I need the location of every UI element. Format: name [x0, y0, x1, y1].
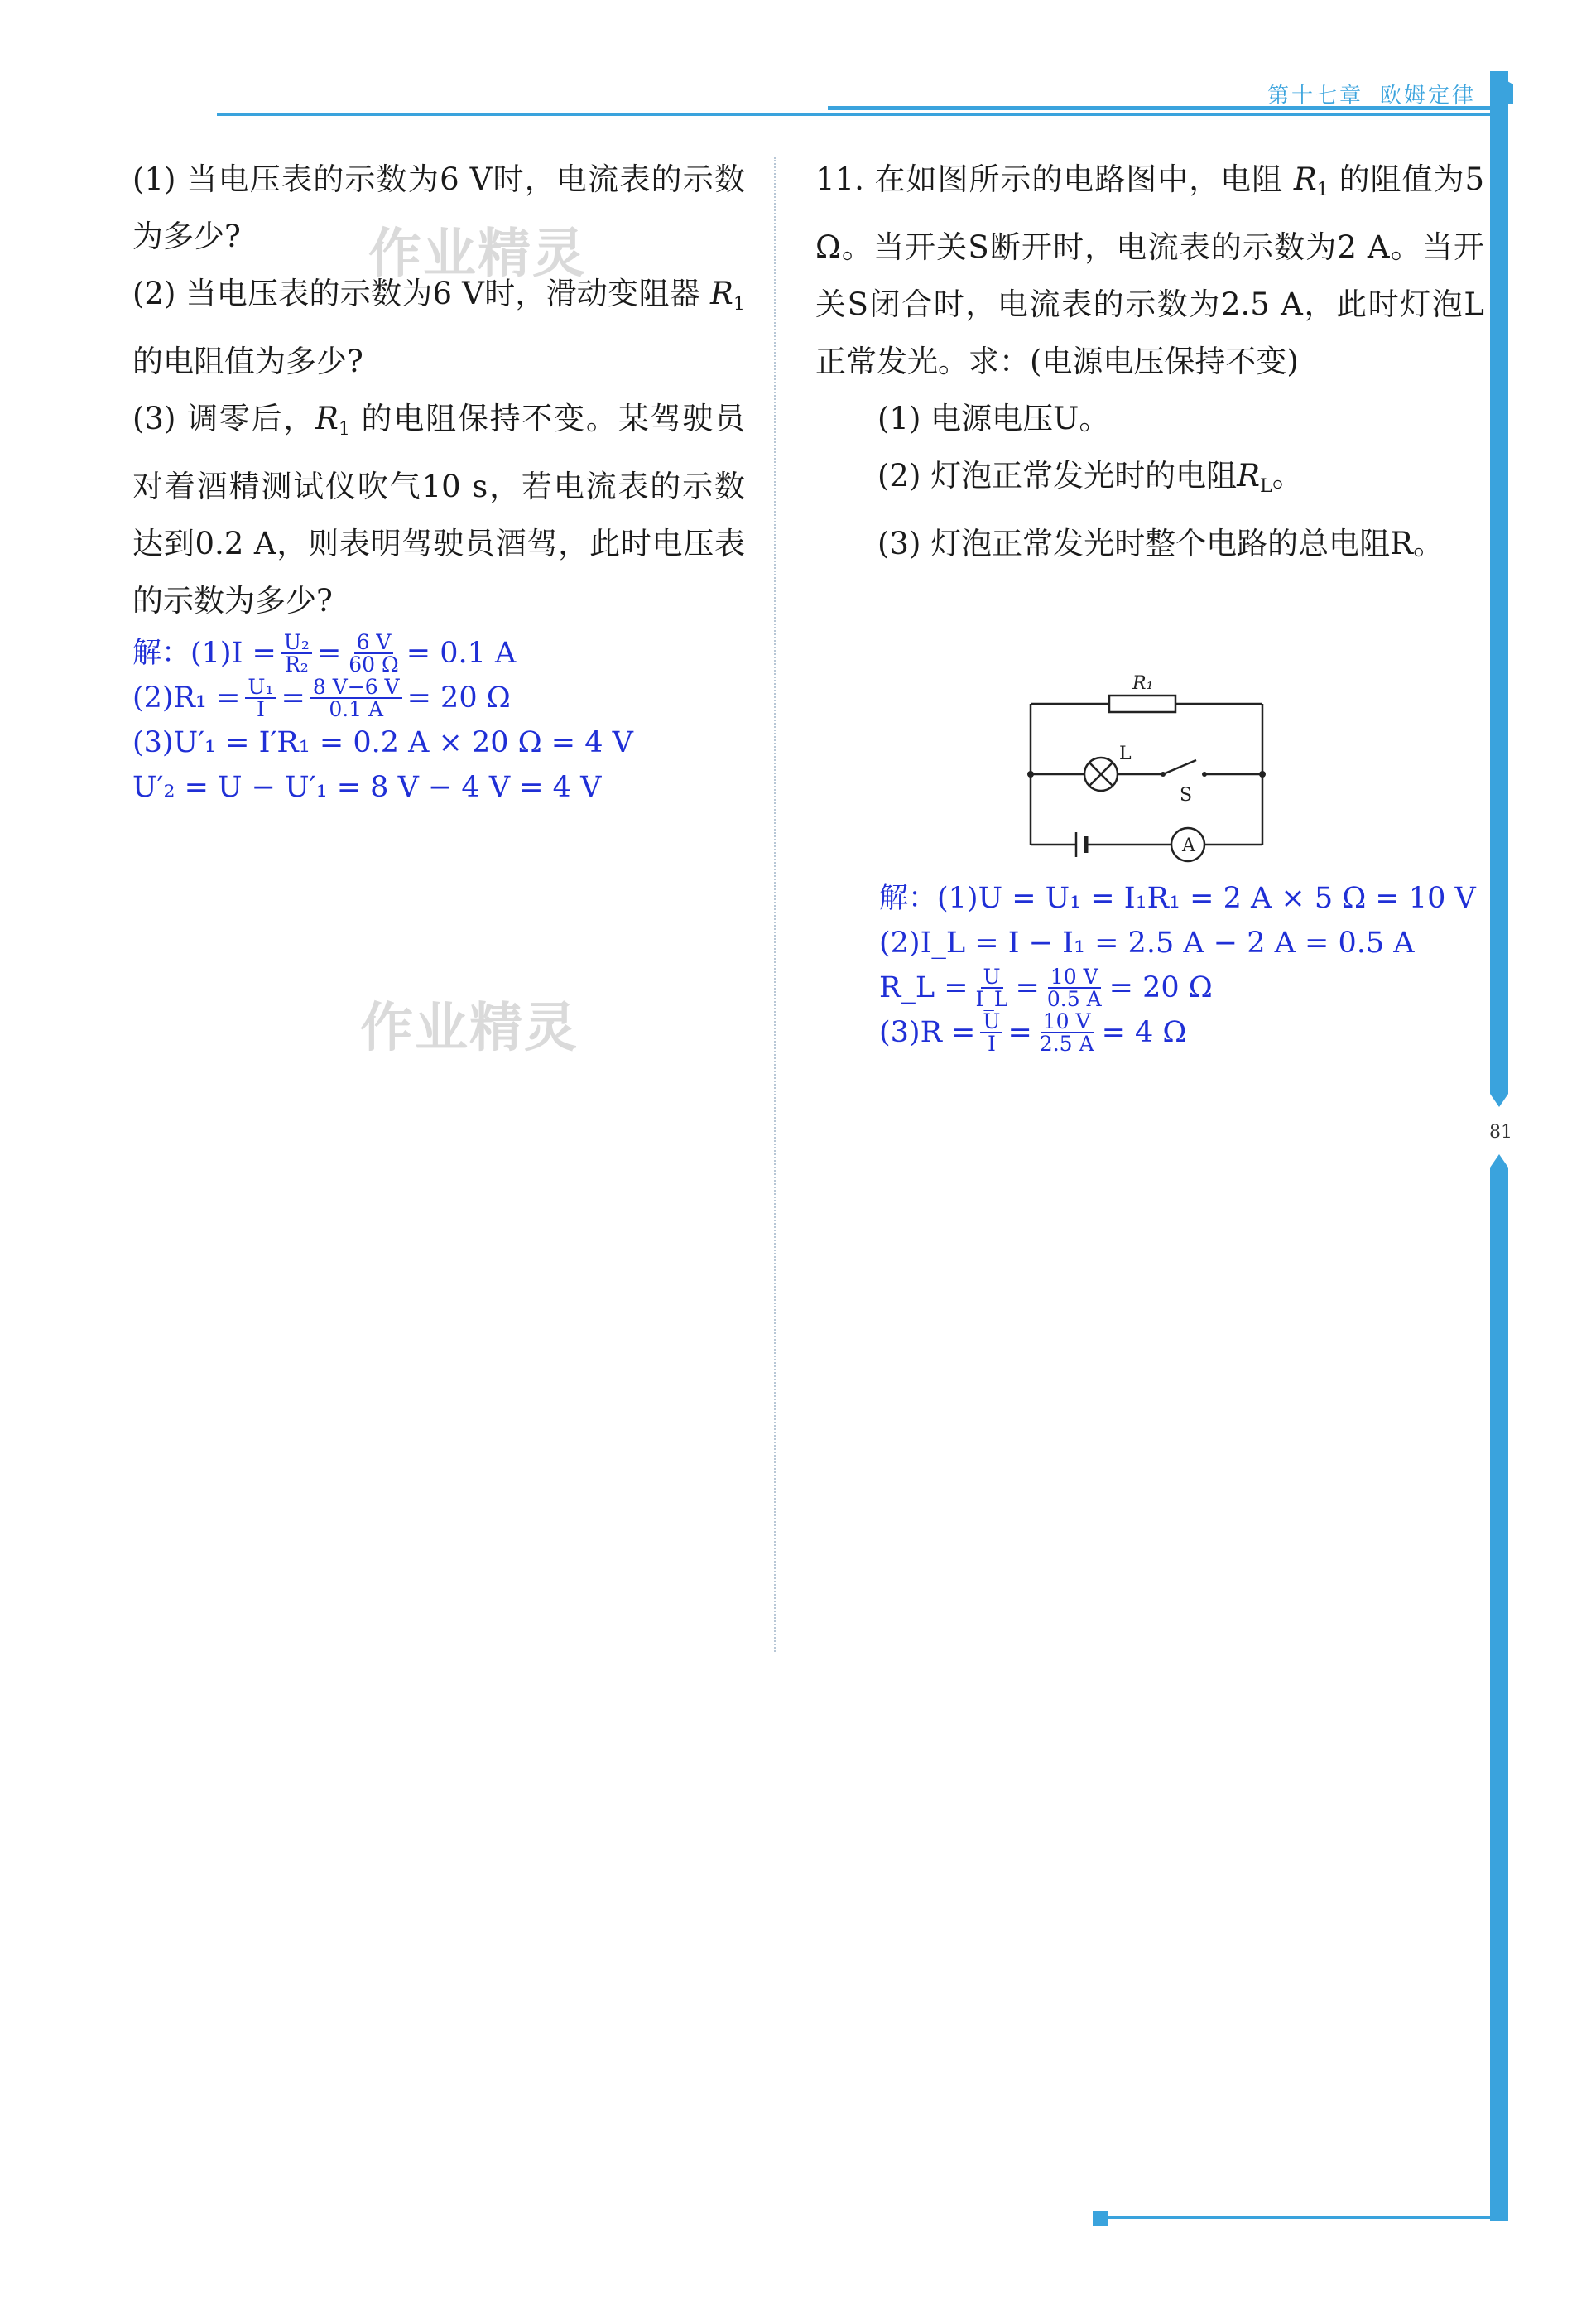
footer-rule	[1101, 2216, 1507, 2219]
rail-arrow-down	[1490, 1094, 1508, 1107]
answer-line-4: U′₂ = U − U′₁ = 8 V − 4 V = 4 V	[132, 770, 602, 804]
watermark: 作业精灵	[368, 224, 587, 285]
section-title: 欧姆定律	[1379, 84, 1476, 108]
header-rule	[217, 113, 1508, 116]
question-11-part-3: (3) 灯泡正常发光时整个电路的总电阻R。	[877, 525, 1445, 561]
question-11-part-1: (1) 电源电压U。	[877, 400, 1110, 436]
fraction: $\frac{10 V}{0.5 A}$	[1046, 965, 1102, 1011]
question-part-3: (3) 调零后，R1 的电阻保持不变。某驾驶员对着酒精测试仪吹气10 s，若电流表的示数达到0.2 A，则表明驾驶员酒驾，此时电压表的示数为多少?	[132, 400, 746, 619]
page-number: 81	[1489, 1122, 1512, 1143]
footer-square	[1093, 2211, 1108, 2226]
answer-line-3: (3)U′₁ = I′R₁ = 0.2 A × 20 Ω = 4 V	[132, 725, 633, 759]
fraction: $\frac{10 V}{2.5 A}$	[1039, 1009, 1094, 1056]
fraction: $\frac{U}{I}$	[980, 1011, 1002, 1054]
answer-11-line-4: (3)R = $\frac{U}{I}$ = $\frac{10 V}{2.5 A}$ = 4 Ω	[879, 1009, 1187, 1056]
fraction: $\frac{6 V}{60 \Omega}$	[349, 629, 399, 677]
side-rail-bottom	[1490, 1168, 1508, 2221]
question-11-part-2: (2) 灯泡正常发光时的电阻RL。	[877, 457, 1303, 497]
question-11: 11. 在如图所示的电路图中，电阻 R1 的阻值为5 Ω。当开关S断开时，电流表的示数为2 A。当开关S闭合时，电流表的示数为2.5 A，此时灯泡L正常发光。求：(电源电压保持不变)	[815, 161, 1484, 379]
answer-block	[132, 631, 745, 810]
watermark: 作业精灵	[360, 998, 579, 1059]
rail-arrow-up	[1490, 1154, 1508, 1168]
chapter-header	[1251, 79, 1476, 109]
answer-block-11	[879, 876, 1475, 1055]
answer-11-line-1: 解：(1)U = U₁ = I₁R₁ = 2 A × 5 Ω = 10 V	[879, 882, 1476, 915]
fraction: $\frac{8 V-6 V}{0.1 A}$	[310, 677, 402, 720]
answer-11-line-2: (2)I_L = I − I₁ = 2.5 A − 2 A = 0.5 A	[879, 927, 1415, 960]
column-divider	[774, 157, 776, 1652]
lamp-label: L	[1119, 744, 1132, 764]
left-column	[132, 151, 745, 810]
answer-line-2: (2)R₁ = $\frac{\text{U₁}}{I}$ = $\frac{8 V-6 V}{0.1 A}$ = 20 Ω	[132, 674, 511, 721]
question-part-1: (1) 当电压表的示数为6 V时，电流表的示数为多少?	[132, 161, 745, 254]
fraction: $\frac{U}{I\_L}$	[975, 965, 1008, 1011]
fraction: $\frac{\text{U₁}}{I}$	[245, 677, 276, 720]
question-part-2: (2) 当电压表的示数为6 V时，滑动变阻器 R1 的电阻值为多少?	[132, 276, 745, 379]
resistor-r1	[1109, 696, 1175, 712]
switch-label: S	[1180, 785, 1193, 806]
chapter-title: 第十七章	[1267, 84, 1363, 108]
switch-s	[1163, 760, 1196, 774]
right-column	[815, 151, 1484, 572]
circuit-diagram	[1026, 667, 1275, 865]
var-R: R	[710, 276, 733, 311]
side-rail-top	[1490, 71, 1508, 1094]
fraction: $\frac{\text{U₂}}{\text{R₂}}$	[281, 632, 312, 675]
answer-line-1: 解：(1)I = $\frac{\text{U₂}}{\text{R₂}}$ = $\frac{6 V}{60 \Omega}$ = 0.1 A	[132, 629, 517, 677]
answer-11-line-3: R_L = $\frac{U}{I\_L}$ = $\frac{10 V}{0.5 A}$ = 20 Ω	[879, 965, 1213, 1011]
ammeter-label: A	[1182, 835, 1195, 856]
resistor-label: R₁	[1132, 673, 1154, 694]
